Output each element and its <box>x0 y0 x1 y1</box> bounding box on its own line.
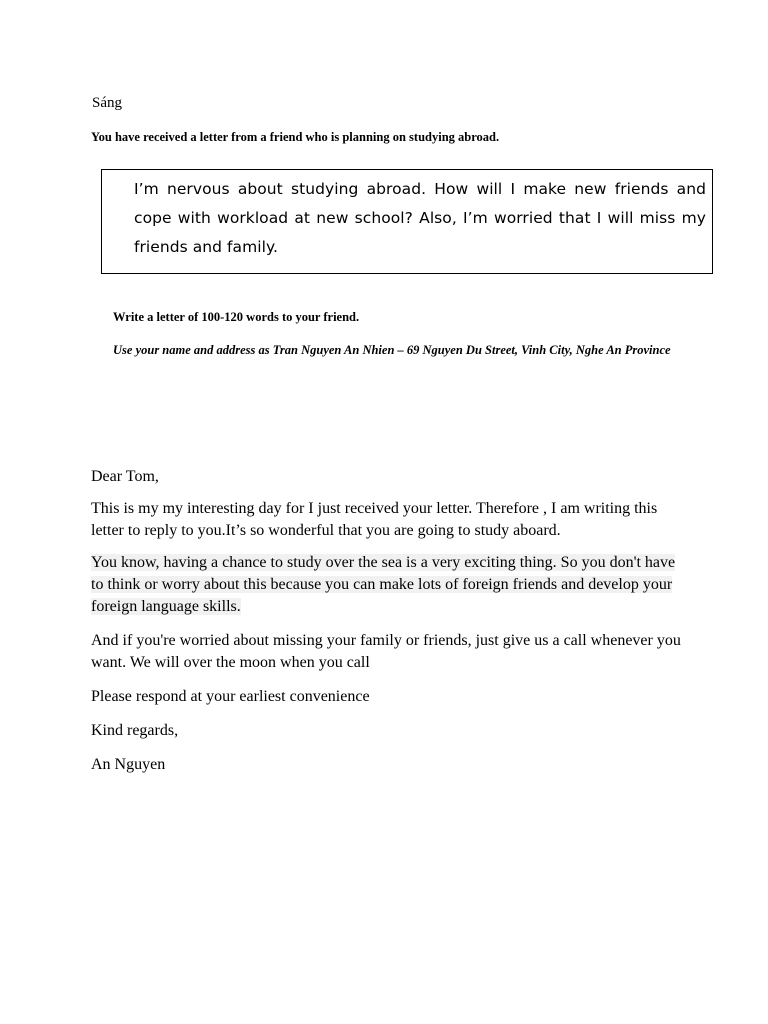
prompt-box <box>101 169 713 274</box>
letter-salutation: Dear Tom, <box>91 468 159 485</box>
writing-instruction: Write a letter of 100-120 words to your friend. <box>113 310 360 324</box>
letter-paragraph: You know, having a chance to study over the sea is a very exciting thing. So you don't have to think or worry about this because you can make lots of foreign friends and develop your foreign language skills. <box>91 554 676 615</box>
letter-signature: An Nguyen <box>91 756 166 773</box>
task-intro: You have received a letter from a friend who is planning on studying abroad. <box>91 130 500 144</box>
letter-request: Please respond at your earliest convenience <box>91 688 370 705</box>
letter-body <box>91 466 691 776</box>
letter-paragraph: And if you're worried about missing your family or friends, just give us a call whenever you want. We will over the moon when you call <box>91 632 681 671</box>
letter-paragraph-highlighted <box>91 552 691 618</box>
letter-closing: Kind regards, <box>91 722 179 739</box>
letter-paragraph: This is my my interesting day for I just received your letter. Therefore , I am writing this letter to reply to you.It’s so wonderful that you are going to study aboard. <box>91 500 658 539</box>
author-name: Sáng <box>92 95 122 111</box>
address-note: Use your name and address as Tran Nguyen An Nhien – 69 Nguyen Du Street, Vinh City, Nghe An Province <box>113 343 671 357</box>
prompt-text: I’m nervous about studying abroad. How will I make new friends and cope with workload at new school? Also, I’m worried that I will miss my friends and family. <box>134 180 706 256</box>
